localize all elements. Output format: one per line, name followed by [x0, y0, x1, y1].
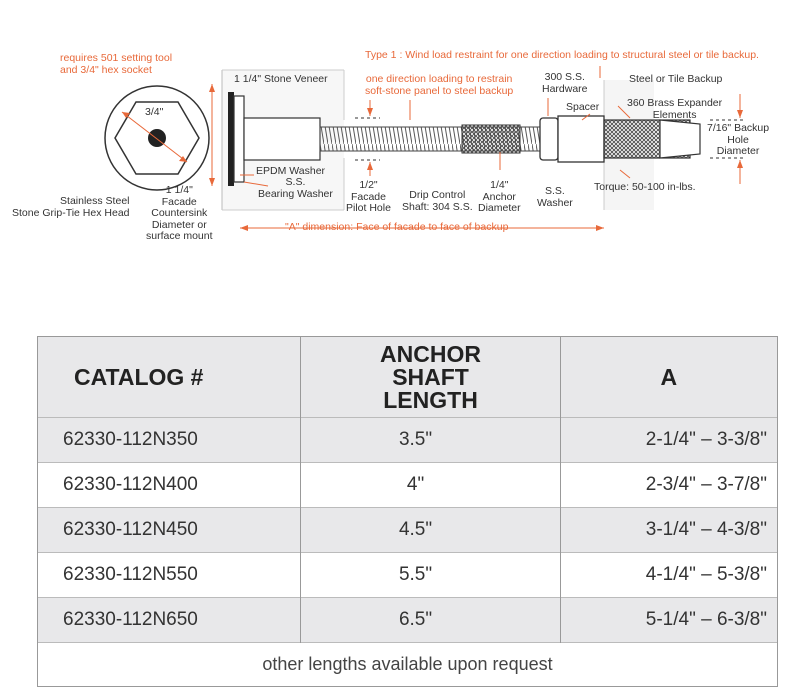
shaft-length: 3.5" — [301, 418, 560, 463]
header-catalog: CATALOG # — [38, 337, 301, 418]
anchor-diagram — [0, 0, 800, 300]
knurl-section-shape — [462, 125, 520, 153]
catalog-number: 62330-112N400 — [63, 474, 198, 495]
catalog-number: 62330-112N650 — [38, 598, 301, 643]
ss-washer-label: S.S. Washer — [537, 185, 573, 209]
drip-sleeve-shape — [244, 118, 320, 160]
a-dimension: 5-1/4" – 6-3/8" — [560, 598, 777, 643]
table-footer-row — [38, 643, 777, 687]
hex-head-view — [105, 86, 209, 190]
setting-tool-note: requires 501 setting tool and 3/4" hex socket — [60, 52, 173, 76]
pilot-hole-label: 1/2" Facade Pilot Hole — [346, 179, 391, 214]
catalog-number: 62330-112N450 — [38, 508, 301, 553]
shaft-length: 4.5" — [301, 508, 560, 553]
type-note: Type 1 : Wind load restraint for one direction loading to structural steel or tile backup. — [365, 49, 759, 61]
spacer-label: Spacer — [566, 101, 600, 113]
stone-veneer-label: 1 1/4" Stone Veneer — [234, 73, 328, 85]
hex-size-label: 3/4" — [145, 106, 164, 118]
backup-label: Steel or Tile Backup — [629, 73, 723, 85]
a-dimension: 3-1/4" – 4-3/8" — [560, 508, 777, 553]
hex-head-label: Stainless Steel Stone Grip-Tie Hex Head — [12, 195, 130, 219]
hardware-label: 300 S.S. Hardware — [542, 71, 588, 95]
bearing-washer-label: S.S. Bearing Washer — [258, 176, 333, 200]
table-header-row — [38, 337, 777, 418]
shaft-length: 4" — [301, 463, 560, 508]
table-row — [38, 553, 777, 598]
drip-control-label: Drip Control Shaft: 304 S.S. — [402, 189, 473, 213]
a-dimension-label: "A" dimension: Face of facade to face of backup — [285, 221, 509, 233]
header-shaft-length: ANCHOR SHAFT LENGTH — [301, 337, 560, 418]
a-dimension: 4-1/4" – 5-3/8" — [560, 553, 777, 598]
table-footer-note: other lengths available upon request — [262, 654, 553, 674]
epdm-washer-label: EPDM Washer — [256, 165, 326, 177]
catalog-number: 62330-112N550 — [63, 564, 198, 585]
catalog-number: 62330-112N350 — [38, 418, 301, 463]
catalog-table — [37, 336, 778, 687]
a-dimension: 2-1/4" – 3-3/8" — [560, 418, 777, 463]
countersink-label: 1 1/4" Facade Countersink Diameter or surface mount — [146, 184, 213, 242]
hex-nut-shape — [540, 118, 558, 160]
header-a: A — [560, 337, 777, 418]
torque-label: Torque: 50-100 in-lbs. — [594, 181, 696, 193]
anchor-diameter-label: 1/4" Anchor Diameter — [478, 179, 521, 214]
shaft-length: 6.5" — [301, 598, 560, 643]
table-row — [38, 508, 777, 553]
bearing-washer-shape — [234, 96, 244, 182]
direction-note: one direction loading to restrain soft-stone panel to steel backup — [365, 73, 514, 97]
expander-cone-shape — [660, 120, 700, 158]
spacer-shape — [558, 116, 604, 162]
anchor-drawing — [0, 0, 800, 300]
epdm-washer-shape — [228, 92, 234, 186]
table-row — [38, 418, 777, 463]
shaft-length: 5.5" — [301, 553, 560, 598]
expander-label: 360 Brass Expander Elements — [627, 97, 723, 121]
table-row — [38, 598, 777, 643]
a-dimension: 2-3/4" – 3-7/8" — [560, 463, 777, 508]
backup-hole-label: 7/16" Backup Hole Diameter — [707, 122, 770, 157]
table-row — [38, 463, 777, 508]
